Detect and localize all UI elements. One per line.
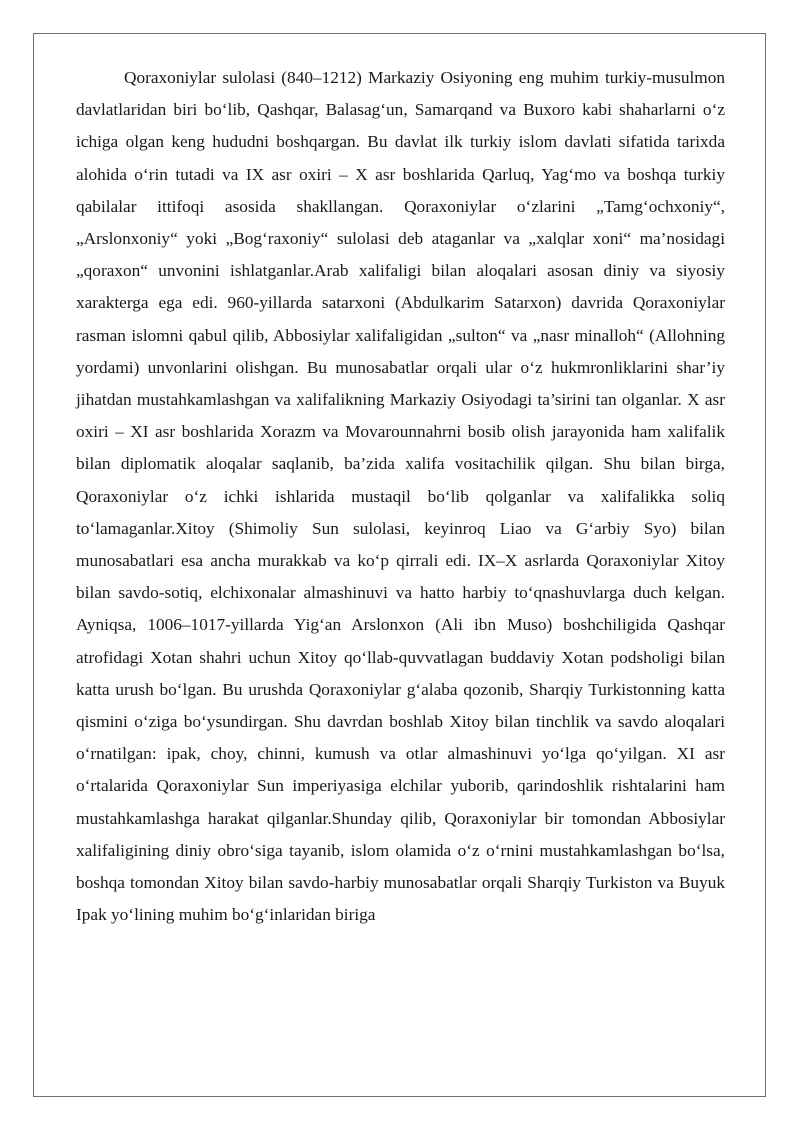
body-paragraph: Qoraxoniylar sulolasi (840–1212) Markaziy Osiyoning eng muhim turkiy-musulmon davlatlaridan biri bo‘lib, Qashqar, Balasag‘un, Samarqand va Buxoro kabi shaharlarni o‘z ichiga olgan keng hududni boshqargan. Bu davlat ilk turkiy islom davlati sifatida tarixda alohida o‘rin tutadi va IX asr oxiri – X asr boshlarida Qarluq, Yag‘mo va boshqa turkiy qabilalar ittifoqi asosida shakllangan. Qoraxoniylar o‘zlarini „Tamg‘ochxoniy“, „Arslonxoniy“ yoki „Bog‘raxoniy“ sulolasi deb ataganlar va „xalqlar xoni“ ma’nosidagi „qoraxon“ unvonini ishlatganlar.Arab xalifaligi bilan aloqalari asosan diniy va siyosiy xarakterga ega edi. 960-yillarda satarxoni (Abdulkarim Satarxon) davrida Qoraxoniylar rasman islomni qabul qilib, Abbosiylar xalifaligidan „sulton“ va „nasr minalloh“ (Allohning yordami) unvonlarini olishgan. Bu munosabatlar orqali ular o‘z hukmronliklarini shar’iy jihatdan mustahkamlashgan va xalifalikning Markaziy Osiyodagi ta’sirini tan olganlar. X asr oxiri – XI asr boshlarida Xorazm va Movarounnahrni bosib olish jarayonida ham xalifalik bilan diplomatik aloqalar saqlanib, ba’zida xalifa vositachilik qilgan. Shu bilan birga, Qoraxoniylar o‘z ichki ishlarida mustaqil bo‘lib qolganlar va xalifalikka soliq to‘lamaganlar.Xitoy (Shimoliy Sun sulolasi, keyinroq Liao va G‘arbiy Syo) bilan munosabatlari esa ancha murakkab va ko‘p qirrali edi. IX–X asrlarda Qoraxoniylar Xitoy bilan savdo-sotiq, elchixonalar almashinuvi va hatto harbiy to‘qnashuvlarga duch kelgan. Ayniqsa, 1006–1017-yillarda Yig‘an Arslonxon (Ali ibn Muso) boshchiligida Qashqar atrofidagi Xotan shahri uchun Xitoy qo‘llab-quvvatlagan buddaviy Xotan podsholigi bilan katta urush bo‘lgan. Bu urushda Qoraxoniylar g‘alaba qozonib, Sharqiy Turkistonning katta qismini o‘ziga bo‘ysundirgan. Shu davrdan boshlab Xitoy bilan tinchlik va savdo aloqalari o‘rnatilgan: ipak, choy, chinni, kumush va otlar almashinuvi yo‘lga qo‘yilgan. XI asr o‘rtalarida Qoraxoniylar Sun imperiyasiga elchilar yuborib, qarindoshlik rishtalarini ham mustahkamlashga harakat qilganlar.Shunday qilib, Qoraxoniylar bir tomondan Abbosiylar xalifaligining diniy obro‘siga tayanib, islom olamida o‘z o‘rnini mustahkamlashgan bo‘lsa, boshqa tomondan Xitoy bilan savdo-harbiy munosabatlar orqali Sharqiy Turkiston va Buyuk Ipak yo‘lining muhim bo‘g‘inlaridan biriga bbox=[76, 68, 725, 925]
